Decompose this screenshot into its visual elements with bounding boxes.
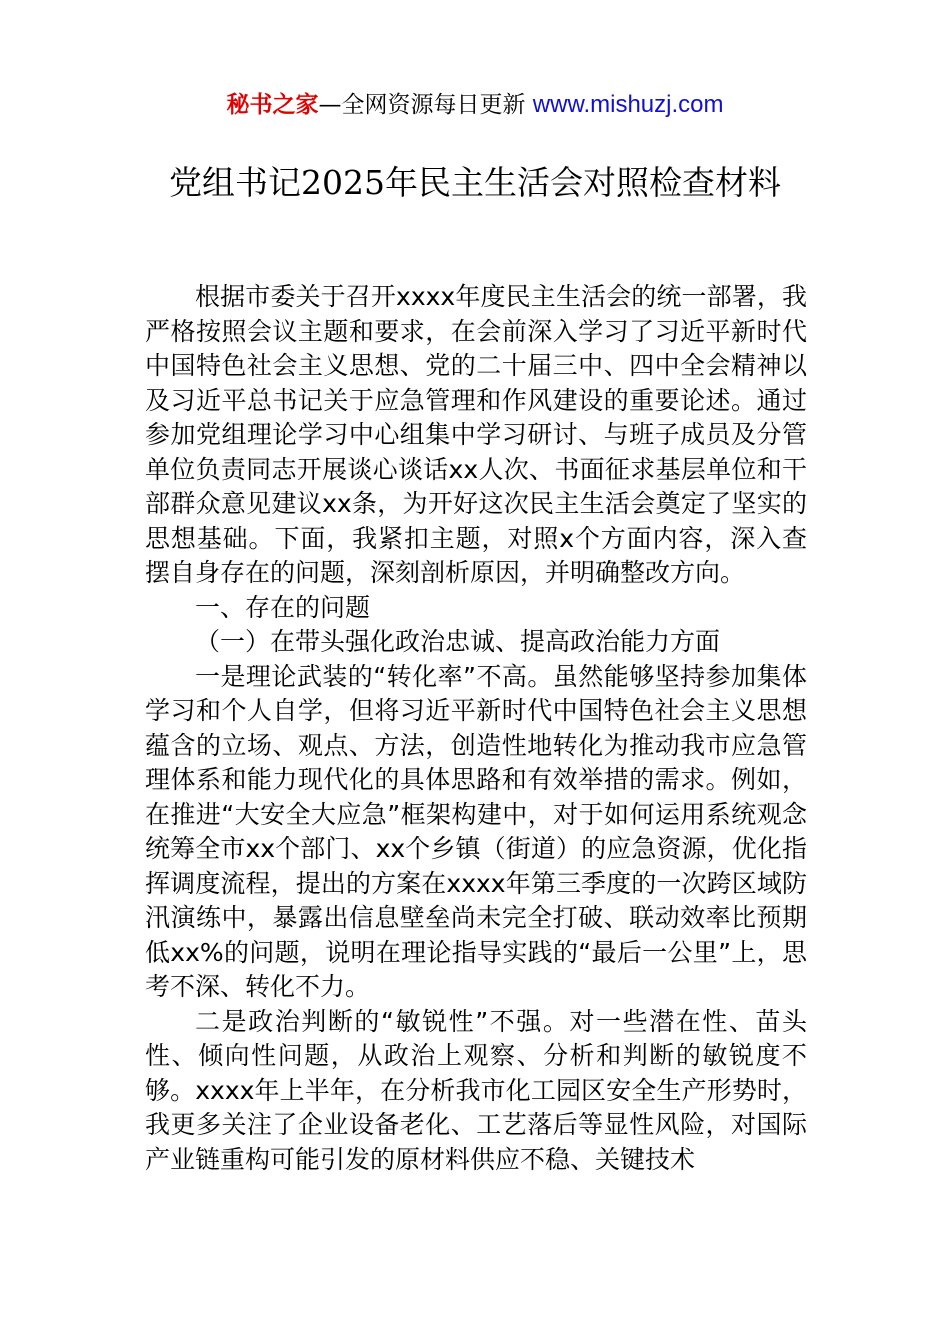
document-body: [145, 280, 807, 1177]
site-url-link[interactable]: www.mishuzj.com: [532, 91, 724, 118]
document-title: 党组书记2025年民主生活会对照检查材料: [169, 163, 781, 202]
site-tagline: —全网资源每日更新: [318, 92, 533, 118]
intro-paragraph: 根据市委关于召开xxxx年度民主生活会的统一部署，我严格按照会议主题和要求，在会前深入学习了习近平新时代中国特色社会主义思想、党的二十届三中、四中全会精神以及习近平总书记关于应急管理和作风建设的重要论述。通过参加党组理论学习中心组集中学习研讨、与班子成员及分管单位负责同志开展谈心谈话xx人次、书面征求基层单位和干部群众意见建议xx条，为开好这次民主生活会奠定了坚实的思想基础。下面，我紧扣主题，对照x个方面内容，深入查摆自身存在的问题，深刻剖析原因，并明确整改方向。: [145, 282, 807, 587]
site-brand: 秘书之家: [226, 92, 319, 118]
section-heading: 一、存在的问题: [195, 592, 371, 622]
body-paragraph: 一是理论武装的“转化率”不高。虽然能够坚持参加集体学习和个人自学，但将习近平新时代中国特色社会主义思想蕴含的立场、观点、方法，创造性地转化为推动我市应急管理体系和能力现代化的具体思路和有效举措的需求。例如，在推进“大安全大应急”框架构建中，对于如何运用系统观念统筹全市xx个部门、xx个乡镇（街道）的应急资源，优化指挥调度流程，提出的方案在xxxx年第三季度的一次跨区域防汛演练中，暴露出信息壁垒尚未完全打破、联动效率比预期低xx%的问题，说明在理论指导实践的“最后一公里”上，思考不深、转化不力。: [145, 661, 807, 1001]
site-header: [0, 88, 950, 122]
subsection-heading: （一）在带头强化政治忠诚、提高政治能力方面: [195, 627, 721, 656]
body-paragraph: 二是政治判断的“敏锐性”不强。对一些潜在性、苗头性、倾向性问题，从政治上观察、分析和判断的敏锐度不够。xxxx年上半年，在分析我市化工园区安全生产形势时，我更多关注了企业设备老化、工艺落后等显性风险，对国际产业链重构可能引发的原材料供应不稳、关键技术: [145, 1006, 807, 1174]
